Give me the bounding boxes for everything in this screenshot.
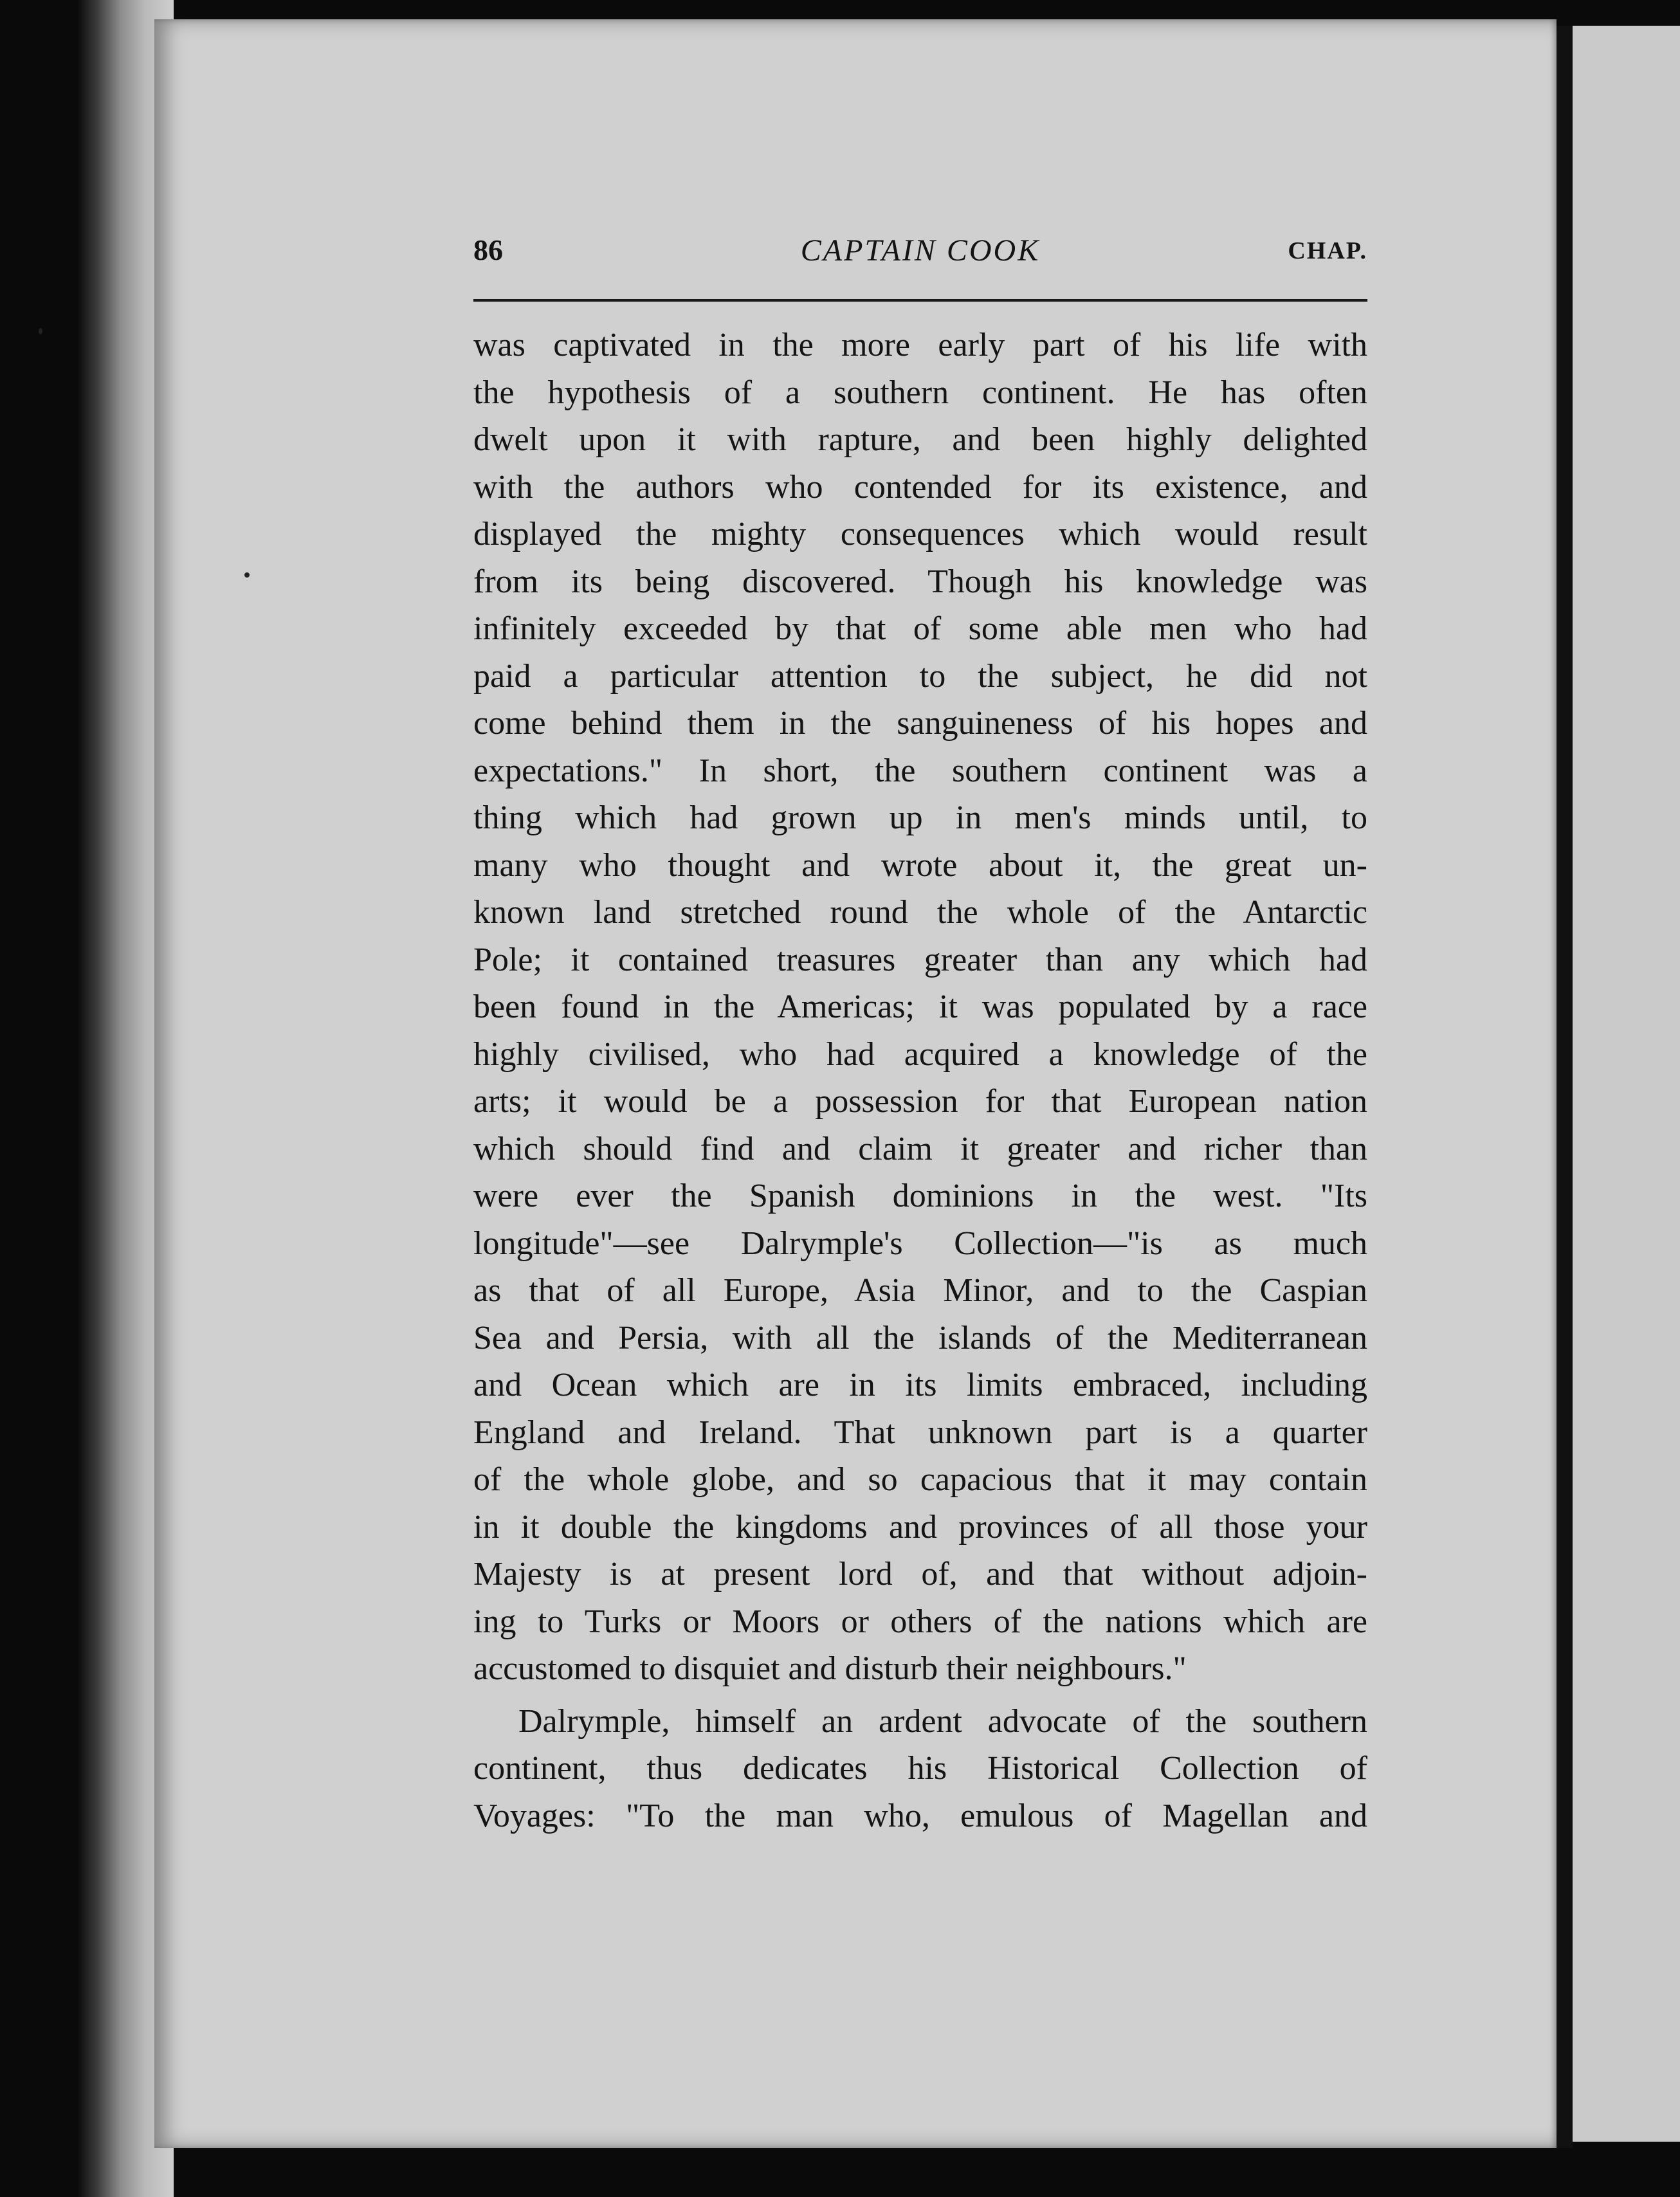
text-line: longitude"—see Dalrymple's Collection—"is as much [473, 1225, 1367, 1262]
text-line: accustomed to disquiet and disturb their neighbours." [473, 1650, 1187, 1687]
text-line: England and Ireland. That unknown part is a quarter [473, 1414, 1367, 1451]
text-line: displayed the mighty consequences which would result [473, 516, 1367, 552]
text-line: as that of all Europe, Asia Minor, and to the Caspian [473, 1272, 1367, 1309]
text-line: of the whole globe, and so capacious that it may contain [473, 1461, 1367, 1498]
text-line: Majesty is at present lord of, and that without adjoin- [473, 1556, 1367, 1592]
text-line: paid a particular attention to the subject, he did not [473, 657, 1367, 695]
scan-speck [244, 572, 250, 578]
text-line: was captivated in the more early part of his life with [473, 327, 1367, 363]
text-line: known land stretched round the whole of the Antarctic [473, 894, 1367, 931]
running-title: CAPTAIN COOK [800, 233, 1041, 268]
text-line: Voyages: "To the man who, emulous of Magellan and [473, 1797, 1367, 1834]
text-line: thing which had grown up in men's minds until, to [473, 799, 1367, 836]
running-header [473, 225, 1367, 277]
text-line: from its being discovered. Though his knowledge was [473, 563, 1367, 600]
text-line: were ever the Spanish dominions in the west. "Its [473, 1178, 1367, 1214]
text-line: continent, thus dedicates his Historical Collection of [473, 1750, 1367, 1787]
page-number: 86 [473, 233, 503, 266]
text-line: the hypothesis of a southern continent. He has often [473, 374, 1367, 411]
scan-speck [39, 328, 42, 334]
text-line: in it double the kingdoms and provinces of all those your [473, 1508, 1367, 1545]
text-line: which should find and claim it greater and richer than [473, 1130, 1367, 1167]
text-line: Sea and Persia, with all the islands of the Mediterranean [473, 1319, 1367, 1356]
text-line: arts; it would be a possession for that European nation [473, 1083, 1367, 1120]
text-line: ing to Turks or Moors or others of the nations which are [473, 1603, 1367, 1640]
text-line: been found in the Americas; it was populated by a race [473, 989, 1367, 1025]
text-line: many who thought and wrote about it, the great un- [473, 846, 1367, 884]
paragraph-2 [473, 1698, 1367, 1840]
text-line: come behind them in the sanguineness of his hopes and [473, 705, 1367, 742]
chapter-label: CHAP. [1288, 237, 1367, 264]
text-line: highly civilised, who had acquired a knowledge of the [473, 1035, 1367, 1073]
adjacent-page-edge [1573, 26, 1680, 2142]
page-gutter [1557, 26, 1573, 2148]
text-line: with the authors who contended for its existence, and [473, 468, 1367, 506]
text-line: dwelt upon it with rapture, and been highly delighted [473, 421, 1367, 458]
text-line: expectations." In short, the southern continent was a [473, 752, 1367, 789]
body-text [473, 322, 1367, 1839]
text-line: infinitely exceeded by that of some able men who had [473, 610, 1367, 647]
paragraph-1 [473, 322, 1367, 1693]
text-line: and Ocean which are in its limits embraced, including [473, 1367, 1367, 1403]
header-rule [473, 299, 1367, 302]
text-line: Dalrymple, himself an ardent advocate of the southern [518, 1702, 1367, 1740]
text-line: Pole; it contained treasures greater than any which had [473, 941, 1367, 978]
